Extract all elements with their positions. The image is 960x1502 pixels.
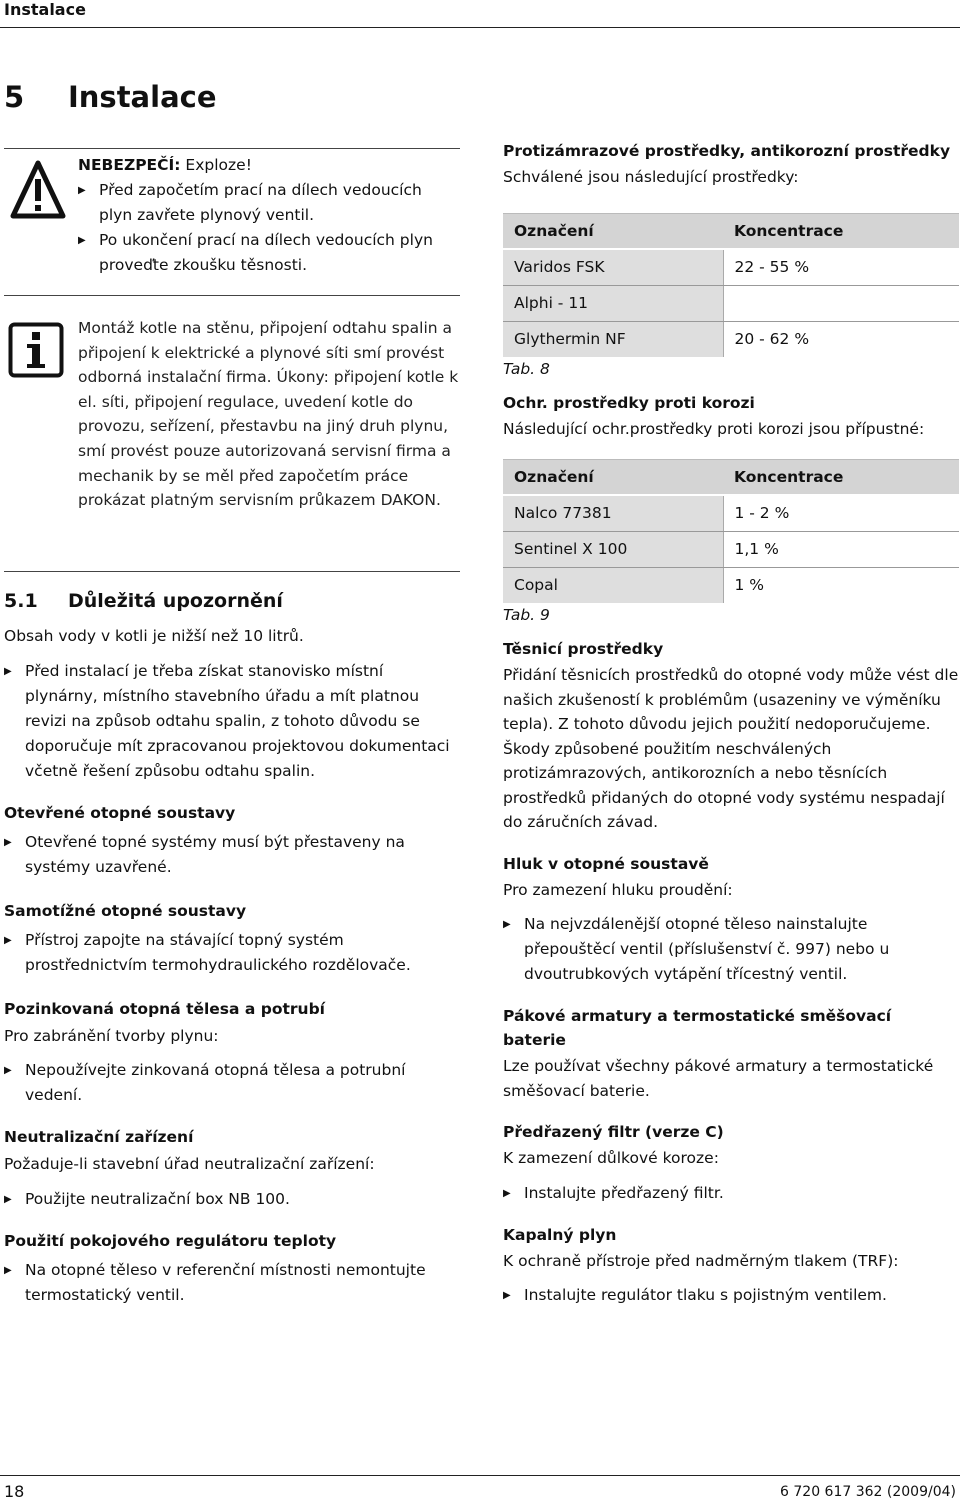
danger-title: NEBEZPEČÍ:	[78, 156, 181, 174]
noise-bullet: Na nejvzdálenější otopné těleso nainstalujte přepouštěcí ventil (příslušenství č. 997) nebo u dvoutrubkových vytápění třícestný ventil.	[524, 915, 890, 983]
table-row	[503, 321, 959, 357]
bullet-arrow-icon: ▶	[503, 919, 511, 930]
table-cell: 22 - 55 %	[723, 249, 959, 285]
installation-list	[4, 659, 454, 784]
neutralization-bullet: Použijte neutralizační box NB 100.	[25, 1189, 290, 1208]
open-systems-bullet: Otevřené topné systémy musí být přestaveny na systémy uzavřené.	[25, 832, 405, 876]
danger-item-2: Po ukončení prací na dílech vedoucích plyn proveďte zkoušku těsnosti.	[99, 231, 433, 274]
info-notice: Montáž kotle na stěnu, připojení odtahu spalin a připojení k elektrické a plynové síti smí provést odborná instalační firma. Úkony: připojení kotle k el. síti, připojení regulace, uvedení kotle do provozu, seřízení, přestavbu na jiný druh plynu, smí provést pouze autorizovaná servisní firma a mechanik by se měl před započetím práce prokázat platným servisním průkazem DAKON.	[78, 319, 459, 510]
water-volume-note: Obsah vody v kotli je nižší než 10 litrů.	[4, 627, 304, 645]
section-number: 5.1	[4, 590, 38, 612]
gravity-systems-heading: Samotížné otopné soustavy	[4, 901, 247, 920]
list-item	[4, 830, 454, 880]
list-item	[503, 1181, 959, 1206]
list-item	[78, 178, 458, 228]
table-cell: Sentinel X 100	[503, 531, 723, 567]
danger-title-rest: Exploze!	[180, 156, 252, 174]
noise-list	[503, 912, 959, 987]
room-regulator-heading: Použití pokojového regulátoru teploty	[4, 1231, 337, 1250]
section-title	[4, 590, 283, 612]
table-cell: Glythermin NF	[503, 321, 723, 357]
table-cell: Copal	[503, 567, 723, 603]
danger-heading	[78, 153, 458, 178]
filter-bullet: Instalujte předřazený filtr.	[524, 1183, 724, 1202]
antifreeze-table	[503, 213, 959, 358]
list-item	[4, 659, 454, 784]
gravity-systems-bullet: Přístroj zapojte na stávající topný systém prostřednictvím termohydraulického rozdělovače.	[25, 930, 411, 974]
table-header-cell: Koncentrace	[723, 459, 959, 495]
lpg-list	[503, 1283, 959, 1308]
danger-list	[78, 178, 458, 278]
table-header-cell: Označení	[503, 459, 723, 495]
neutralization-list	[4, 1187, 454, 1212]
table-cell: Nalco 77381	[503, 495, 723, 531]
lpg-text: K ochraně přístroje před nadměrným tlakem (TRF):	[503, 1251, 899, 1270]
footer-rule	[0, 1475, 960, 1476]
galvanized-list	[4, 1058, 454, 1108]
list-item	[4, 1258, 454, 1308]
open-systems-heading: Otevřené otopné soustavy	[4, 803, 236, 822]
table-cell: 1 %	[734, 576, 765, 595]
bullet-arrow-icon: ▶	[4, 934, 12, 946]
corrosion-heading: Ochr. prostředky proti korozi	[503, 394, 755, 412]
chapter-number: 5	[4, 80, 25, 114]
document-id: 6 720 617 362 (2009/04)	[780, 1484, 956, 1500]
neutralization-heading: Neutralizační zařízení	[4, 1128, 194, 1146]
table-caption: Tab. 8	[503, 360, 550, 378]
bullet-arrow-icon: ▶	[503, 1187, 511, 1199]
antifreeze-heading: Protizámrazové prostředky, antikorozní prostředky	[503, 142, 951, 160]
header-rule	[0, 27, 960, 28]
left-column	[4, 624, 454, 1308]
corrosion-text: Následující ochr.prostředky proti korozi jsou přípustné:	[503, 420, 925, 438]
filter-list	[503, 1181, 959, 1206]
list-item	[4, 1058, 454, 1108]
chapter-title-text: Instalace	[68, 80, 217, 114]
table-row	[503, 285, 959, 321]
lever-fittings-text: Lze používat všechny pákové armatury a termostatické směšovací baterie.	[503, 1057, 934, 1100]
bullet-arrow-icon: ▶	[4, 1193, 12, 1205]
section-title-text: Důležitá upozornění	[68, 590, 283, 612]
bullet-arrow-icon: ▶	[4, 1065, 12, 1076]
danger-bottom-rule	[4, 295, 460, 296]
table-cell: 1,1 %	[723, 531, 959, 567]
bullet-arrow-icon: ▶	[503, 1290, 511, 1301]
room-regulator-list	[4, 1258, 454, 1308]
antifreeze-text: Schválené jsou následující prostředky:	[503, 168, 799, 186]
room-regulator-bullet: Na otopné těleso v referenční místnosti nemontujte termostatický ventil.	[25, 1260, 426, 1304]
table-cell: Alphi - 11	[503, 285, 723, 321]
table-caption: Tab. 9	[503, 606, 550, 624]
installation-bullet: Před instalací je třeba získat stanovisko místní plynárny, místního stavebního úřadu a mít platnou revizi na způsob odtahu spalin, z tohoto důvodu se doporučuje mít zpracovanou projektovou dokumentaci včetně řešení způsobu odtahu spalin.	[25, 661, 450, 780]
galvanized-text: Pro zabránění tvorby plynu:	[4, 1026, 219, 1045]
table-header-cell: Koncentrace	[723, 213, 959, 249]
list-item	[503, 1283, 959, 1308]
bullet-arrow-icon: ▶	[4, 665, 12, 677]
danger-notice	[78, 153, 458, 278]
table-cell	[723, 285, 959, 321]
list-item	[503, 912, 959, 987]
danger-top-rule	[4, 148, 460, 149]
table-header-cell: Označení	[503, 213, 723, 249]
list-item	[78, 228, 458, 278]
galvanized-bullet: Nepoužívejte zinkovaná otopná tělesa a potrubní vedení.	[25, 1061, 406, 1104]
table-row	[503, 531, 959, 567]
bullet-arrow-icon: ▶	[4, 1264, 12, 1276]
table-row	[503, 249, 959, 285]
neutralization-text: Požaduje-li stavební úřad neutralizační zařízení:	[4, 1155, 375, 1173]
noise-text: Pro zamezení hluku proudění:	[503, 880, 733, 899]
page-number: 18	[4, 1482, 25, 1501]
noise-heading: Hluk v otopné soustavě	[503, 854, 709, 873]
bullet-arrow-icon: ▶	[4, 836, 12, 848]
right-column	[503, 139, 959, 1308]
sealants-text: Přidání těsnicích prostředků do otopné vody může vést dle našich zkušeností k problémům (usazeniny ve výměníku tepla). Z tohoto důvodu jejich použití nedoporučujeme. Škody způsobené použitím neschválených protizámrazových, antikorozních a nebo těsnících prostředků přidaných do otopné vody systému nespadají do záručních závad.	[503, 666, 959, 831]
open-systems-list	[4, 830, 454, 880]
table-header-row	[503, 213, 959, 249]
danger-item-1: Před započetím prací na dílech vedoucích plyn zavřete plynový ventil.	[99, 181, 422, 224]
lever-fittings-heading: Pákové armatury a termostatické směšovací baterie	[503, 1007, 892, 1049]
gravity-systems-list	[4, 928, 454, 978]
filter-text: K zamezení důlkové koroze:	[503, 1149, 719, 1167]
corrosion-table	[503, 459, 959, 604]
list-item	[4, 1187, 454, 1212]
list-item	[4, 928, 454, 978]
running-header: Instalace	[4, 0, 86, 19]
chapter-title	[4, 80, 217, 114]
info-icon	[8, 322, 64, 382]
table-row	[503, 567, 959, 603]
lpg-bullet: Instalujte regulátor tlaku s pojistným ventilem.	[524, 1286, 887, 1304]
table-cell: 1 - 2 %	[723, 495, 959, 531]
sealants-heading: Těsnicí prostředky	[503, 640, 664, 658]
table-row	[503, 495, 959, 531]
galvanized-heading: Pozinkovaná otopná tělesa a potrubí	[4, 999, 325, 1018]
info-bottom-rule	[4, 571, 460, 572]
bullet-arrow-icon: ▶	[78, 185, 86, 196]
table-header-row	[503, 459, 959, 495]
table-cell: 20 - 62 %	[734, 330, 810, 349]
table-cell: Varidos FSK	[503, 249, 723, 285]
lpg-heading: Kapalný plyn	[503, 1225, 617, 1244]
bullet-arrow-icon: ▶	[78, 235, 86, 246]
filter-heading: Předřazený filtr (verze C)	[503, 1123, 724, 1141]
warning-triangle-icon	[9, 158, 67, 228]
